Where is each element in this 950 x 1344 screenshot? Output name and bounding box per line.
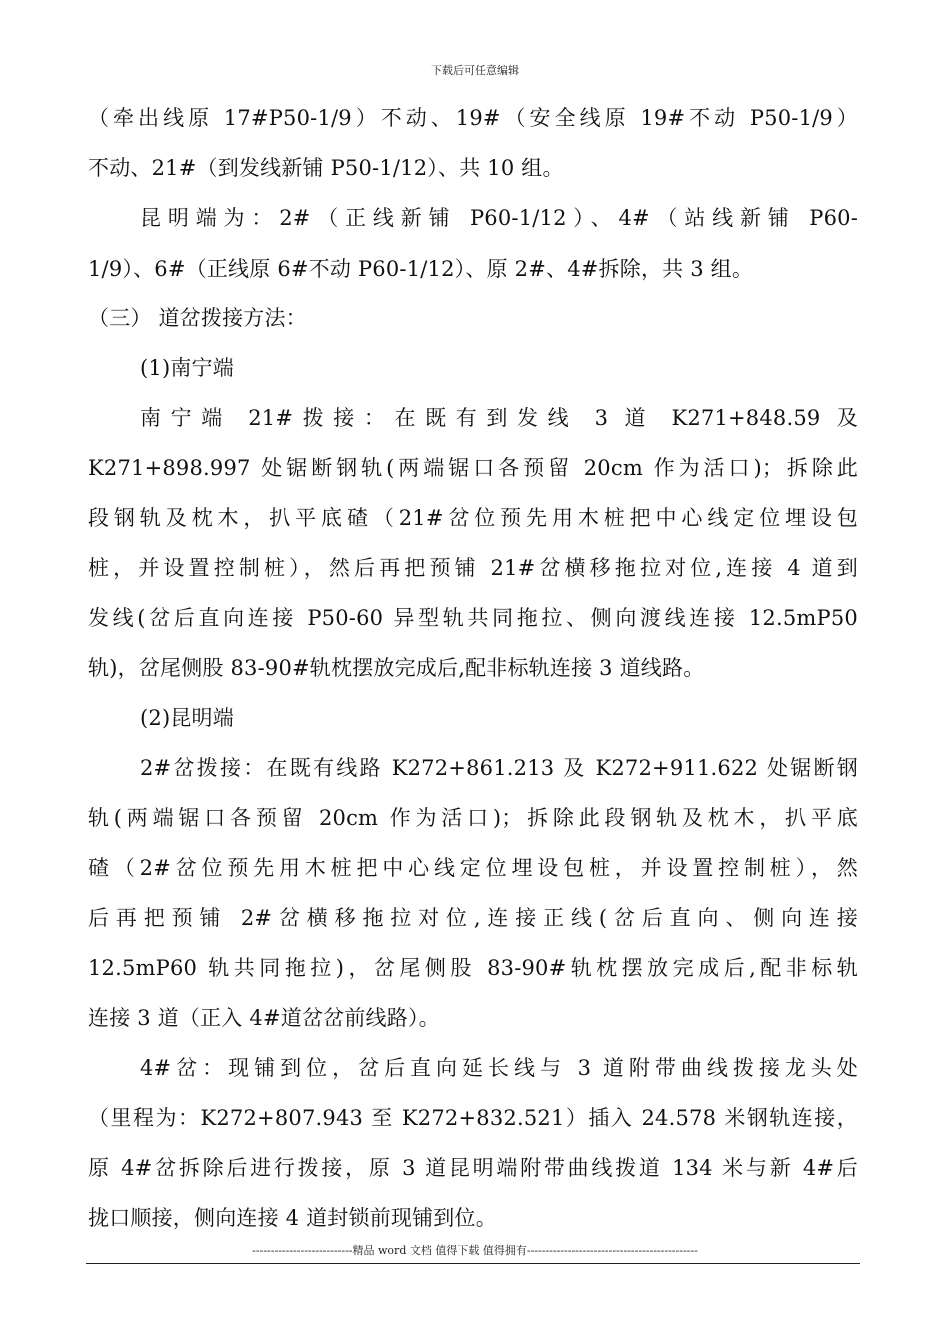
body-line: （里程为：K272+807.943 至 K272+832.521）插入 24.578 米钢轨连接， xyxy=(88,1106,858,1130)
subsection-heading: (2)昆明端 xyxy=(140,706,234,730)
page-footer: ---------------------------精品 word 文档 值得下载 值得拥有---------------------------------------------- xyxy=(252,1244,698,1257)
body-line: 发线(岔后直向连接 P50-60 异型轨共同拖拉、侧向渡线连接 12.5mP50 xyxy=(88,606,858,630)
section-heading: （三） 道岔拨接方法： xyxy=(88,306,307,330)
body-line: 后再把预铺 2#岔横移拖拉对位,连接正线(岔后直向、侧向连接 xyxy=(88,906,858,930)
body-line: 拢口顺接，侧向连接 4 道封锁前现铺到位。 xyxy=(88,1206,497,1230)
footer-divider xyxy=(86,1263,860,1264)
body-line: 12.5mP60 轨共同拖拉)，岔尾侧股 83-90#轨枕摆放完成后,配非标轨 xyxy=(88,956,858,980)
body-line: 1/9）、6#（正线原 6#不动 P60-1/12）、原 2#、4#拆除，共 3 组。 xyxy=(88,257,754,281)
body-line: 2#岔拨接：在既有线路 K272+861.213 及 K272+911.622 处锯断钢 xyxy=(140,756,858,780)
body-line: 不动、21#（到发线新铺 P50-1/12）、共 10 组。 xyxy=(88,156,564,180)
body-line: 连接 3 道（正入 4#道岔岔前线路）。 xyxy=(88,1006,440,1030)
body-line: K271+898.997 处锯断钢轨(两端锯口各预留 20cm 作为活口)；拆除此 xyxy=(88,456,858,480)
body-line: 桩，并设置控制桩），然后再把预铺 21#岔横移拖拉对位,连接 4 道到 xyxy=(88,556,858,580)
body-line: 段钢轨及枕木，扒平底碴（21#岔位预先用木桩把中心线定位埋设包 xyxy=(88,506,858,530)
page-header: 下载后可任意编辑 xyxy=(431,64,519,77)
body-line: 轨)，岔尾侧股 83-90#轨枕摆放完成后,配非标轨连接 3 道线路。 xyxy=(88,656,705,680)
body-line: 4#岔：现铺到位，岔后直向延长线与 3 道附带曲线拨接龙头处 xyxy=(140,1056,858,1080)
body-line: 碴（2#岔位预先用木桩把中心线定位埋设包桩，并设置控制桩），然 xyxy=(88,856,858,880)
body-line: 昆明端为：2#（正线新铺 P60-1/12）、4#（站线新铺 P60- xyxy=(140,206,858,230)
body-line: （牵出线原 17#P50-1/9）不动、19#（安全线原 19#不动 P50-1/9） xyxy=(88,106,858,130)
subsection-heading: (1)南宁端 xyxy=(140,356,234,380)
body-line: 南宁端 21#拨接：在既有到发线 3 道 K271+848.59 及 xyxy=(140,406,858,430)
body-line: 轨(两端锯口各预留 20cm 作为活口)；拆除此段钢轨及枕木，扒平底 xyxy=(88,806,858,830)
body-line: 原 4#岔拆除后进行拨接，原 3 道昆明端附带曲线拨道 134 米与新 4#后 xyxy=(88,1156,858,1180)
